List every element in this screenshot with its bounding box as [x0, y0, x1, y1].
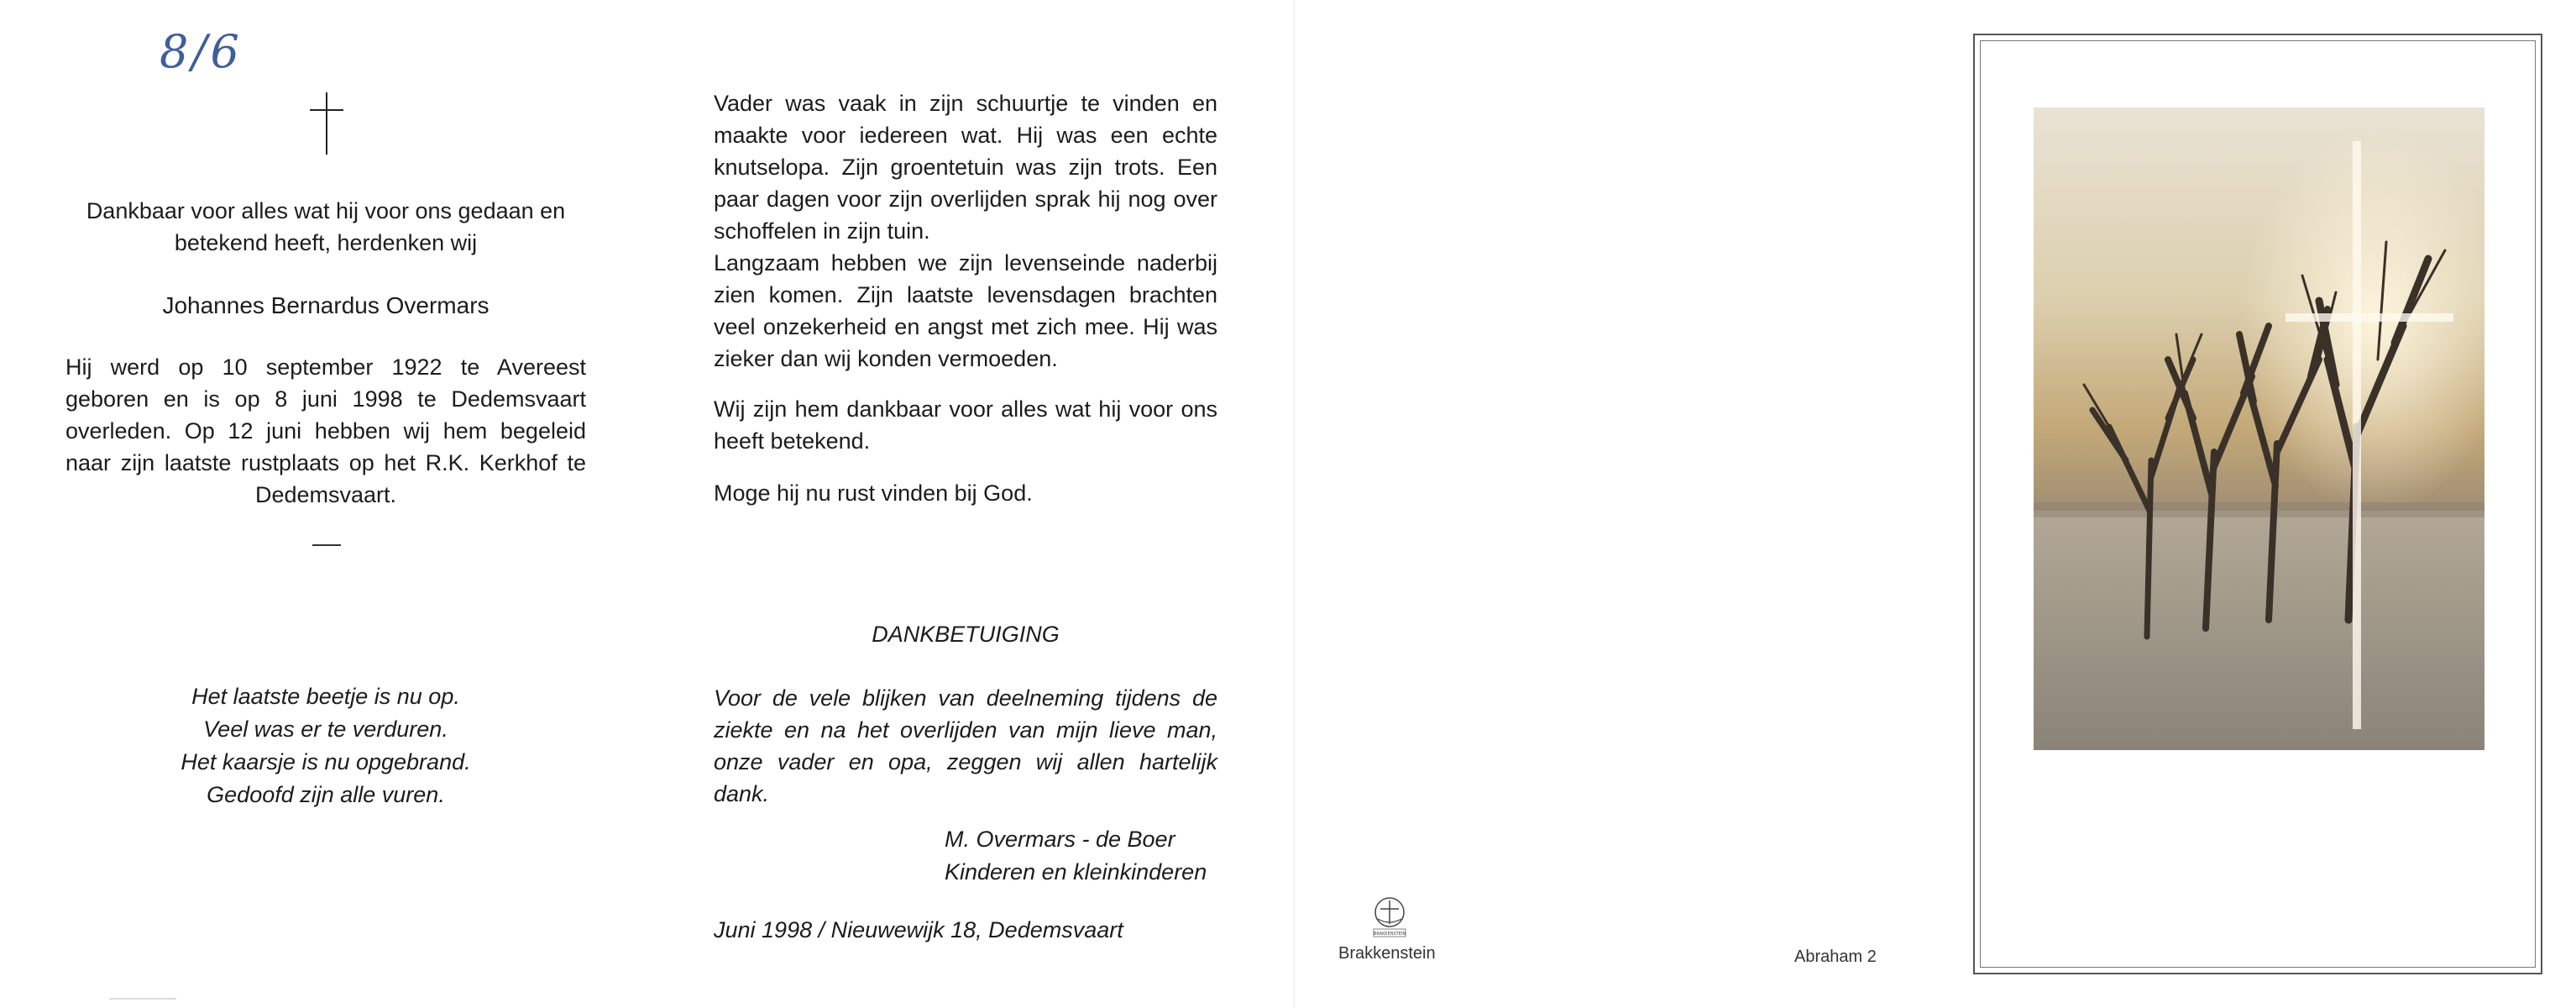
paper-mark: [109, 998, 176, 1000]
prayer-line: Moge hij nu rust vinden bij God.: [714, 480, 1033, 506]
card-fold-line: [1293, 0, 1295, 1008]
logo-text: BRAKKENSTEIN: [1373, 932, 1406, 937]
gratitude-paragraph: Wij zijn hem dankbaar voor alles wat hij voor ons heeft betekend.: [714, 396, 1217, 454]
intro-text: Dankbaar voor alles wat hij voor ons gedaan en betekend heeft, herdenken wij: [86, 198, 566, 255]
memory-paragraph: [714, 87, 1217, 375]
dateline: Juni 1998 / Nieuwewijk 18, Dedemsvaart: [714, 917, 1123, 942]
thanks-body: Voor de vele blijken van deelneming tijdens de ziekte en na het overlijden van mijn lieve man, onze vader en opa, zeggen wij allen hartelijk dank.: [714, 685, 1217, 806]
divider-dash: [312, 544, 341, 546]
memory-paragraph-part2: Langzaam hebben we zijn levenseinde naderbij zien komen. Zijn laatste levensdagen brachten veel onzekerheid en angst met zich mee. Hij was zieker dan wij konden vermoeden.: [714, 250, 1217, 371]
poem-line: Gedoofd zijn alle vuren.: [207, 782, 445, 807]
brakkenstein-logo-icon: [1369, 895, 1411, 939]
signature-line: Kinderen en kleinkinderen: [945, 859, 1207, 885]
cross-icon: [326, 92, 327, 155]
card-code: Abraham 2: [1794, 948, 1877, 966]
publisher-name: Brakkenstein: [1338, 944, 1436, 963]
poem-line: Het laatste beetje is nu op.: [191, 684, 460, 709]
thanks-title: DANKBETUIGING: [872, 622, 1060, 647]
poem: [65, 680, 586, 811]
poem-line: Veel was er te verduren.: [203, 717, 448, 742]
signature: [945, 823, 1207, 889]
signature-line: M. Overmars - de Boer: [945, 827, 1175, 852]
poem-line: Het kaarsje is nu opgebrand.: [181, 749, 471, 774]
deceased-name: Johannes Bernardus Overmars: [162, 292, 490, 318]
memory-paragraph-part1: Vader was vaak in zijn schuurtje te vinden en maakte voor iedereen wat. Hij was een echte knutselopa. Zijn groentetuin was zijn trots. Een paar dagen voor zijn overlijden sprak hij nog over schoffelen in zijn tuin.: [714, 91, 1217, 244]
sunset-trees-cross-photo: [2034, 108, 2484, 750]
biography-text: Hij werd op 10 september 1922 te Avereest geboren en is op 8 juni 1998 te Dedemsvaart overleden. Op 12 juni hebben wij hem begeleid naar zijn laatste rustplaats op het R.K. Kerkhof te Dedemsvaart.: [65, 354, 586, 507]
handwritten-note: 8/6: [160, 25, 243, 78]
